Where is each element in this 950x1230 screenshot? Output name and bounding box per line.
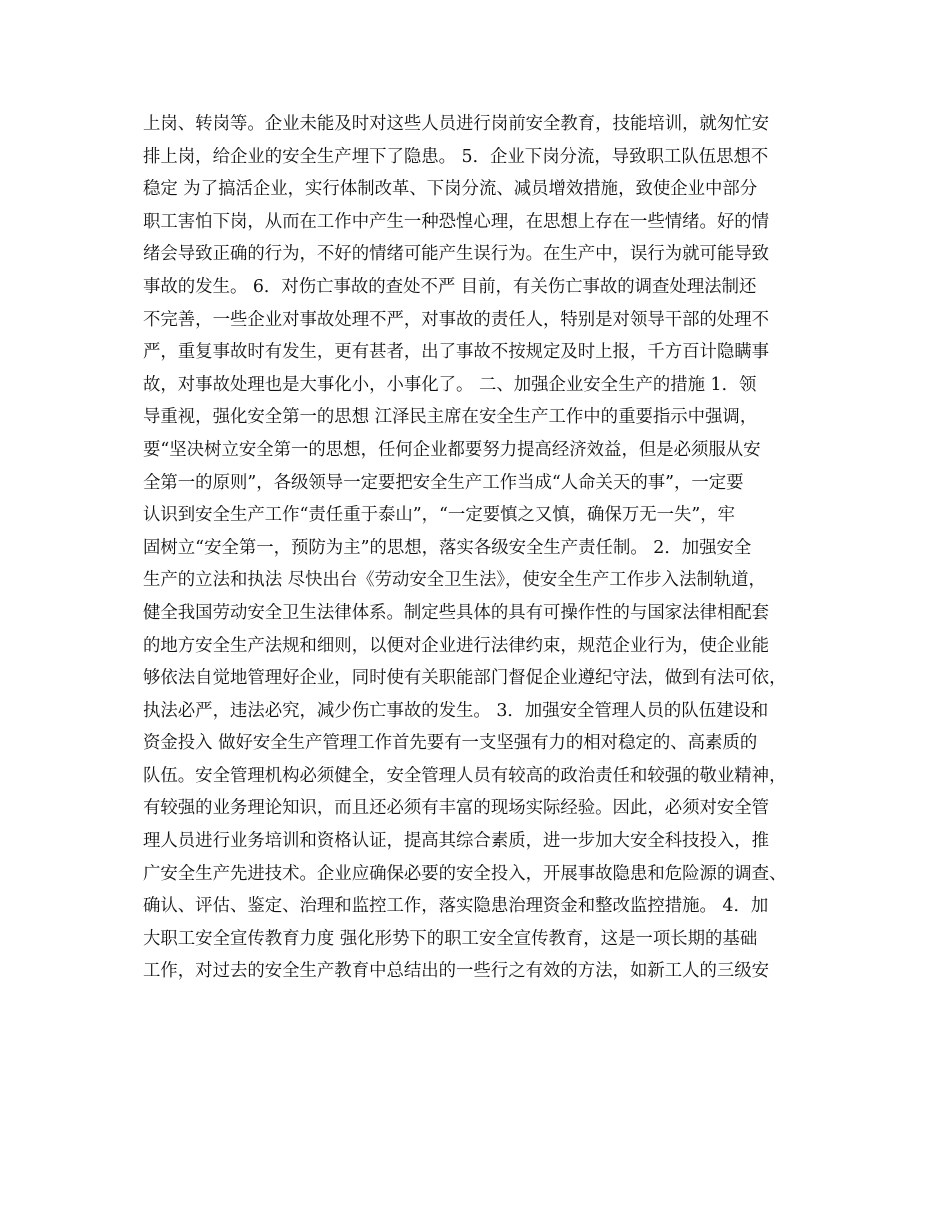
text-line: 事故的发生。 6．对伤亡事故的查处不严 目前，有关伤亡事故的调查处理法制还 (143, 276, 757, 297)
text-line: 要“坚决树立安全第一的思想，任何企业都要努力提高经济效益，但是必须服从安 (143, 439, 761, 460)
text-line: 职工害怕下岗，从而在工作中产生一种恐惶心理，在思想上存在一些情绪。好的情 (143, 211, 770, 232)
text-line: 确认、评估、鉴定、治理和监控工作，落实隐患治理资金和整改监控措施。 4．加 (143, 896, 769, 917)
text-line: 固树立“安全第一，预防为主”的思想，落实各级安全生产责任制。 2．加强安全 (143, 537, 752, 558)
text-line: 不完善，一些企业对事故处理不严，对事故的责任人，特别是对领导干部的处理不 (143, 309, 770, 330)
text-line: 故，对事故处理也是大事化小，小事化了。 二、加强企业安全生产的措施 1．领 (143, 374, 757, 395)
text-line: 生产的立法和执法 尽快出台《劳动安全卫生法》，使安全生产工作步入法制轨道， (143, 570, 766, 591)
text-line: 理人员进行业务培训和资格认证，提高其综合素质，进一步加大安全科技投入，推 (143, 831, 770, 852)
body-text (143, 108, 823, 988)
text-line: 严，重复事故时有发生，更有甚者，出了事故不按规定及时上报，千方百计隐瞒事 (143, 342, 770, 363)
text-line: 够依法自觉地管理好企业，同时使有关职能部门督促企业遵纪守法，做到有法可依， (143, 668, 787, 689)
text-line: 大职工安全宣传教育力度 强化形势下的职工安全宣传教育，这是一项长期的基础 (143, 928, 758, 949)
text-line: 导重视，强化安全第一的思想 江泽民主席在安全生产工作中的重要指示中强调， (143, 407, 758, 428)
text-line: 排上岗，给企业的安全生产埋下了隐患。 5．企业下岗分流，导致职工队伍思想不 (143, 146, 769, 167)
text-line: 资金投入 做好安全生产管理工作首先要有一支坚强有力的相对稳定的、高素质的 (143, 733, 758, 754)
text-line: 认识到安全生产工作“责任重于泰山”，“一定要慎之又慎，确保万无一失”，牢 (143, 505, 736, 526)
text-line: 有较强的业务理论知识，而且还必须有丰富的现场实际经验。因此，必须对安全管 (143, 798, 770, 819)
text-line: 执法必严，违法必究，减少伤亡事故的发生。 3．加强安全管理人员的队伍建设和 (143, 700, 769, 721)
text-line: 工作，对过去的安全生产教育中总结出的一些行之有效的方法，如新工人的三级安 (143, 961, 770, 982)
text-line: 稳定 为了搞活企业，实行体制改革、下岗分流、减员增效措施，致使企业中部分 (143, 179, 758, 200)
text-line: 队伍。安全管理机构必须健全，安全管理人员有较高的政治责任和较强的敬业精神， (143, 765, 787, 786)
text-line: 广安全生产先进技术。企业应确保必要的安全投入，开展事故隐患和危险源的调查、 (143, 863, 787, 884)
text-line: 绪会导致正确的行为，不好的情绪可能产生误行为。在生产中，误行为就可能导致 (143, 244, 770, 265)
text-line: 上岗、转岗等。企业未能及时对这些人员进行岗前安全教育，技能培训，就匆忙安 (143, 114, 770, 134)
text-line: 健全我国劳动安全卫生法律体系。制定些具体的具有可操作性的与国家法律相配套 (143, 602, 770, 623)
text-line: 的地方安全生产法规和细则，以便对企业进行法律约束，规范企业行为，使企业能 (143, 635, 770, 656)
text-line: 全第一的原则”，各级领导一定要把安全生产工作当成“人命关天的事”，一定要 (143, 472, 744, 493)
